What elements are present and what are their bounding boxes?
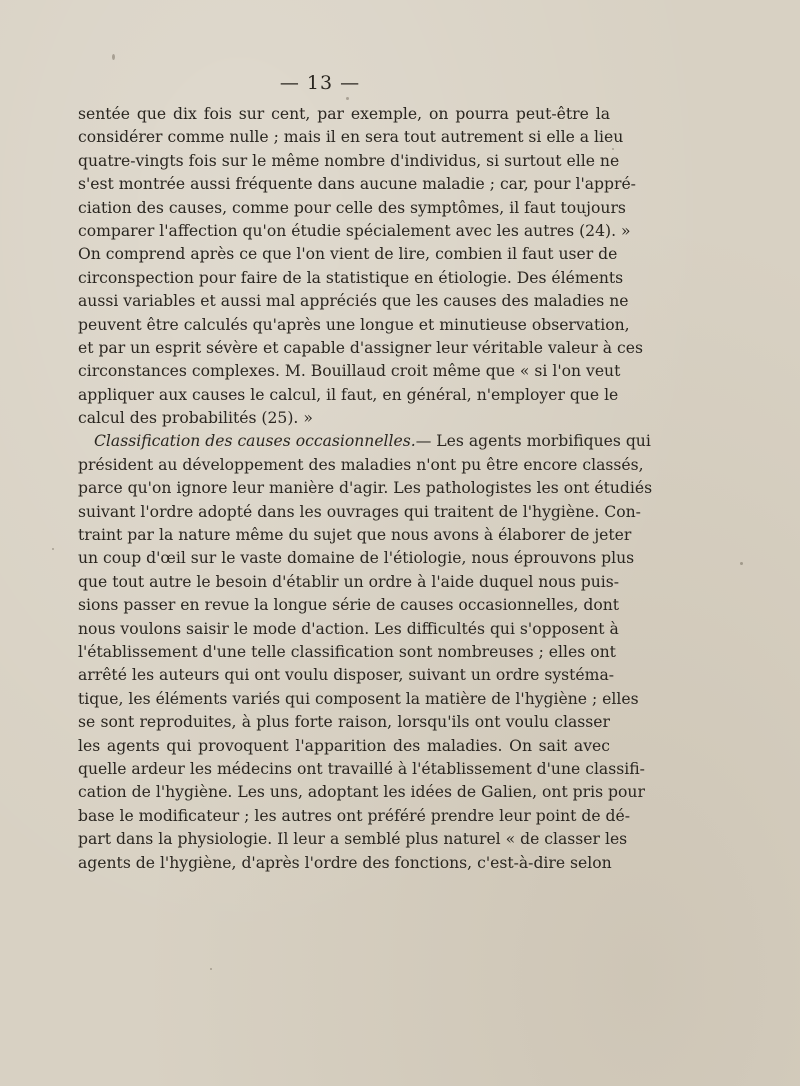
text-line: se sont reproduites, à plus forte raison, lorsqu'ils ont voulu classer xyxy=(78,713,610,732)
text-line: que tout autre le besoin d'établir un ordre à l'aide duquel nous puis- xyxy=(78,572,619,591)
text-line: calcul des probabilités (25). » xyxy=(78,409,313,428)
text-line: — Les agents morbifiques qui xyxy=(415,432,651,451)
body-text xyxy=(78,103,653,875)
text-line: considérer comme nulle ; mais il en sera tout autrement si elle a lieu xyxy=(78,128,624,147)
paper-speck xyxy=(612,148,614,150)
text-line: part dans la physiologie. Il leur a semblé plus naturel « de classer les xyxy=(78,830,628,849)
text-line: quelle ardeur les médecins ont travaillé à l'établissement d'une classifi- xyxy=(78,759,645,778)
paper-speck xyxy=(52,548,54,550)
text-line: tique, les éléments variés qui composent la matière de l'hygiène ; elles xyxy=(78,689,639,708)
text-line: peuvent être calculés qu'après une longue et minutieuse observation, xyxy=(78,315,630,334)
text-line: sentée que dix fois sur cent, par exemple, on pourra peut-être la xyxy=(78,105,610,123)
text-line: président au développement des maladies n'ont pu être encore classés, xyxy=(78,455,644,474)
text-line: nous voulons saisir le mode d'action. Les difficultés qui s'opposent à xyxy=(78,619,619,638)
paper-speck xyxy=(346,97,349,100)
text-line: quatre-vingts fois sur le même nombre d'individus, si surtout elle ne xyxy=(78,151,620,170)
text-line: ciation des causes, comme pour celle des symptômes, il faut toujours xyxy=(78,198,626,217)
text-line: circonstances complexes. M. Bouillaud croit même que « si l'on veut xyxy=(78,362,621,381)
paper-speck xyxy=(210,968,212,970)
text-line: parce qu'on ignore leur manière d'agir. Les pathologistes les ont étudiés xyxy=(78,479,653,498)
text-line: comparer l'affection qu'on étudie spécialement avec les autres (24). » xyxy=(78,221,631,240)
text-line: arrêté les auteurs qui ont voulu disposer, suivant un ordre systéma- xyxy=(78,666,615,685)
text-line: base le modificateur ; les autres ont préféré prendre leur point de dé- xyxy=(78,806,631,825)
section-heading: Classification des causes occasionnelles. xyxy=(94,432,416,451)
text-line: circonspection pour faire de la statistique en étiologie. Des éléments xyxy=(78,268,624,287)
text-line: On comprend après ce que l'on vient de lire, combien il faut user de xyxy=(78,245,618,264)
page-number: — 13 — xyxy=(279,72,361,94)
section-first-line xyxy=(78,430,651,453)
paper-speck xyxy=(112,54,115,60)
text-line: cation de l'hygiène. Les uns, adoptant les idées de Galien, ont pris pour xyxy=(78,783,645,802)
text-line: traint par la nature même du sujet que nous avons à élaborer de jeter xyxy=(78,526,632,545)
text-line: sions passer en revue la longue série de causes occasionnelles, dont xyxy=(78,596,620,615)
text-line: l'établissement d'une telle classification sont nombreuses ; elles ont xyxy=(78,642,616,661)
text-line: aussi variables et aussi mal appréciés que les causes des maladies ne xyxy=(78,292,629,311)
text-line: les agents qui provoquent l'apparition des maladies. On sait avec xyxy=(78,736,610,755)
paper-speck xyxy=(740,562,743,565)
text-line: et par un esprit sévère et capable d'assigner leur véritable valeur à ces xyxy=(78,338,643,357)
text-line: un coup d'œil sur le vaste domaine de l'étiologie, nous éprouvons plus xyxy=(78,549,635,568)
text-line: agents de l'hygiène, d'après l'ordre des fonctions, c'est-à-dire selon xyxy=(78,853,612,872)
text-line: s'est montrée aussi fréquente dans aucune maladie ; car, pour l'appré- xyxy=(78,175,636,194)
text-line: appliquer aux causes le calcul, il faut, en général, n'employer que le xyxy=(78,385,619,404)
text-line: suivant l'ordre adopté dans les ouvrages qui traitent de l'hygiène. Con- xyxy=(78,502,641,521)
